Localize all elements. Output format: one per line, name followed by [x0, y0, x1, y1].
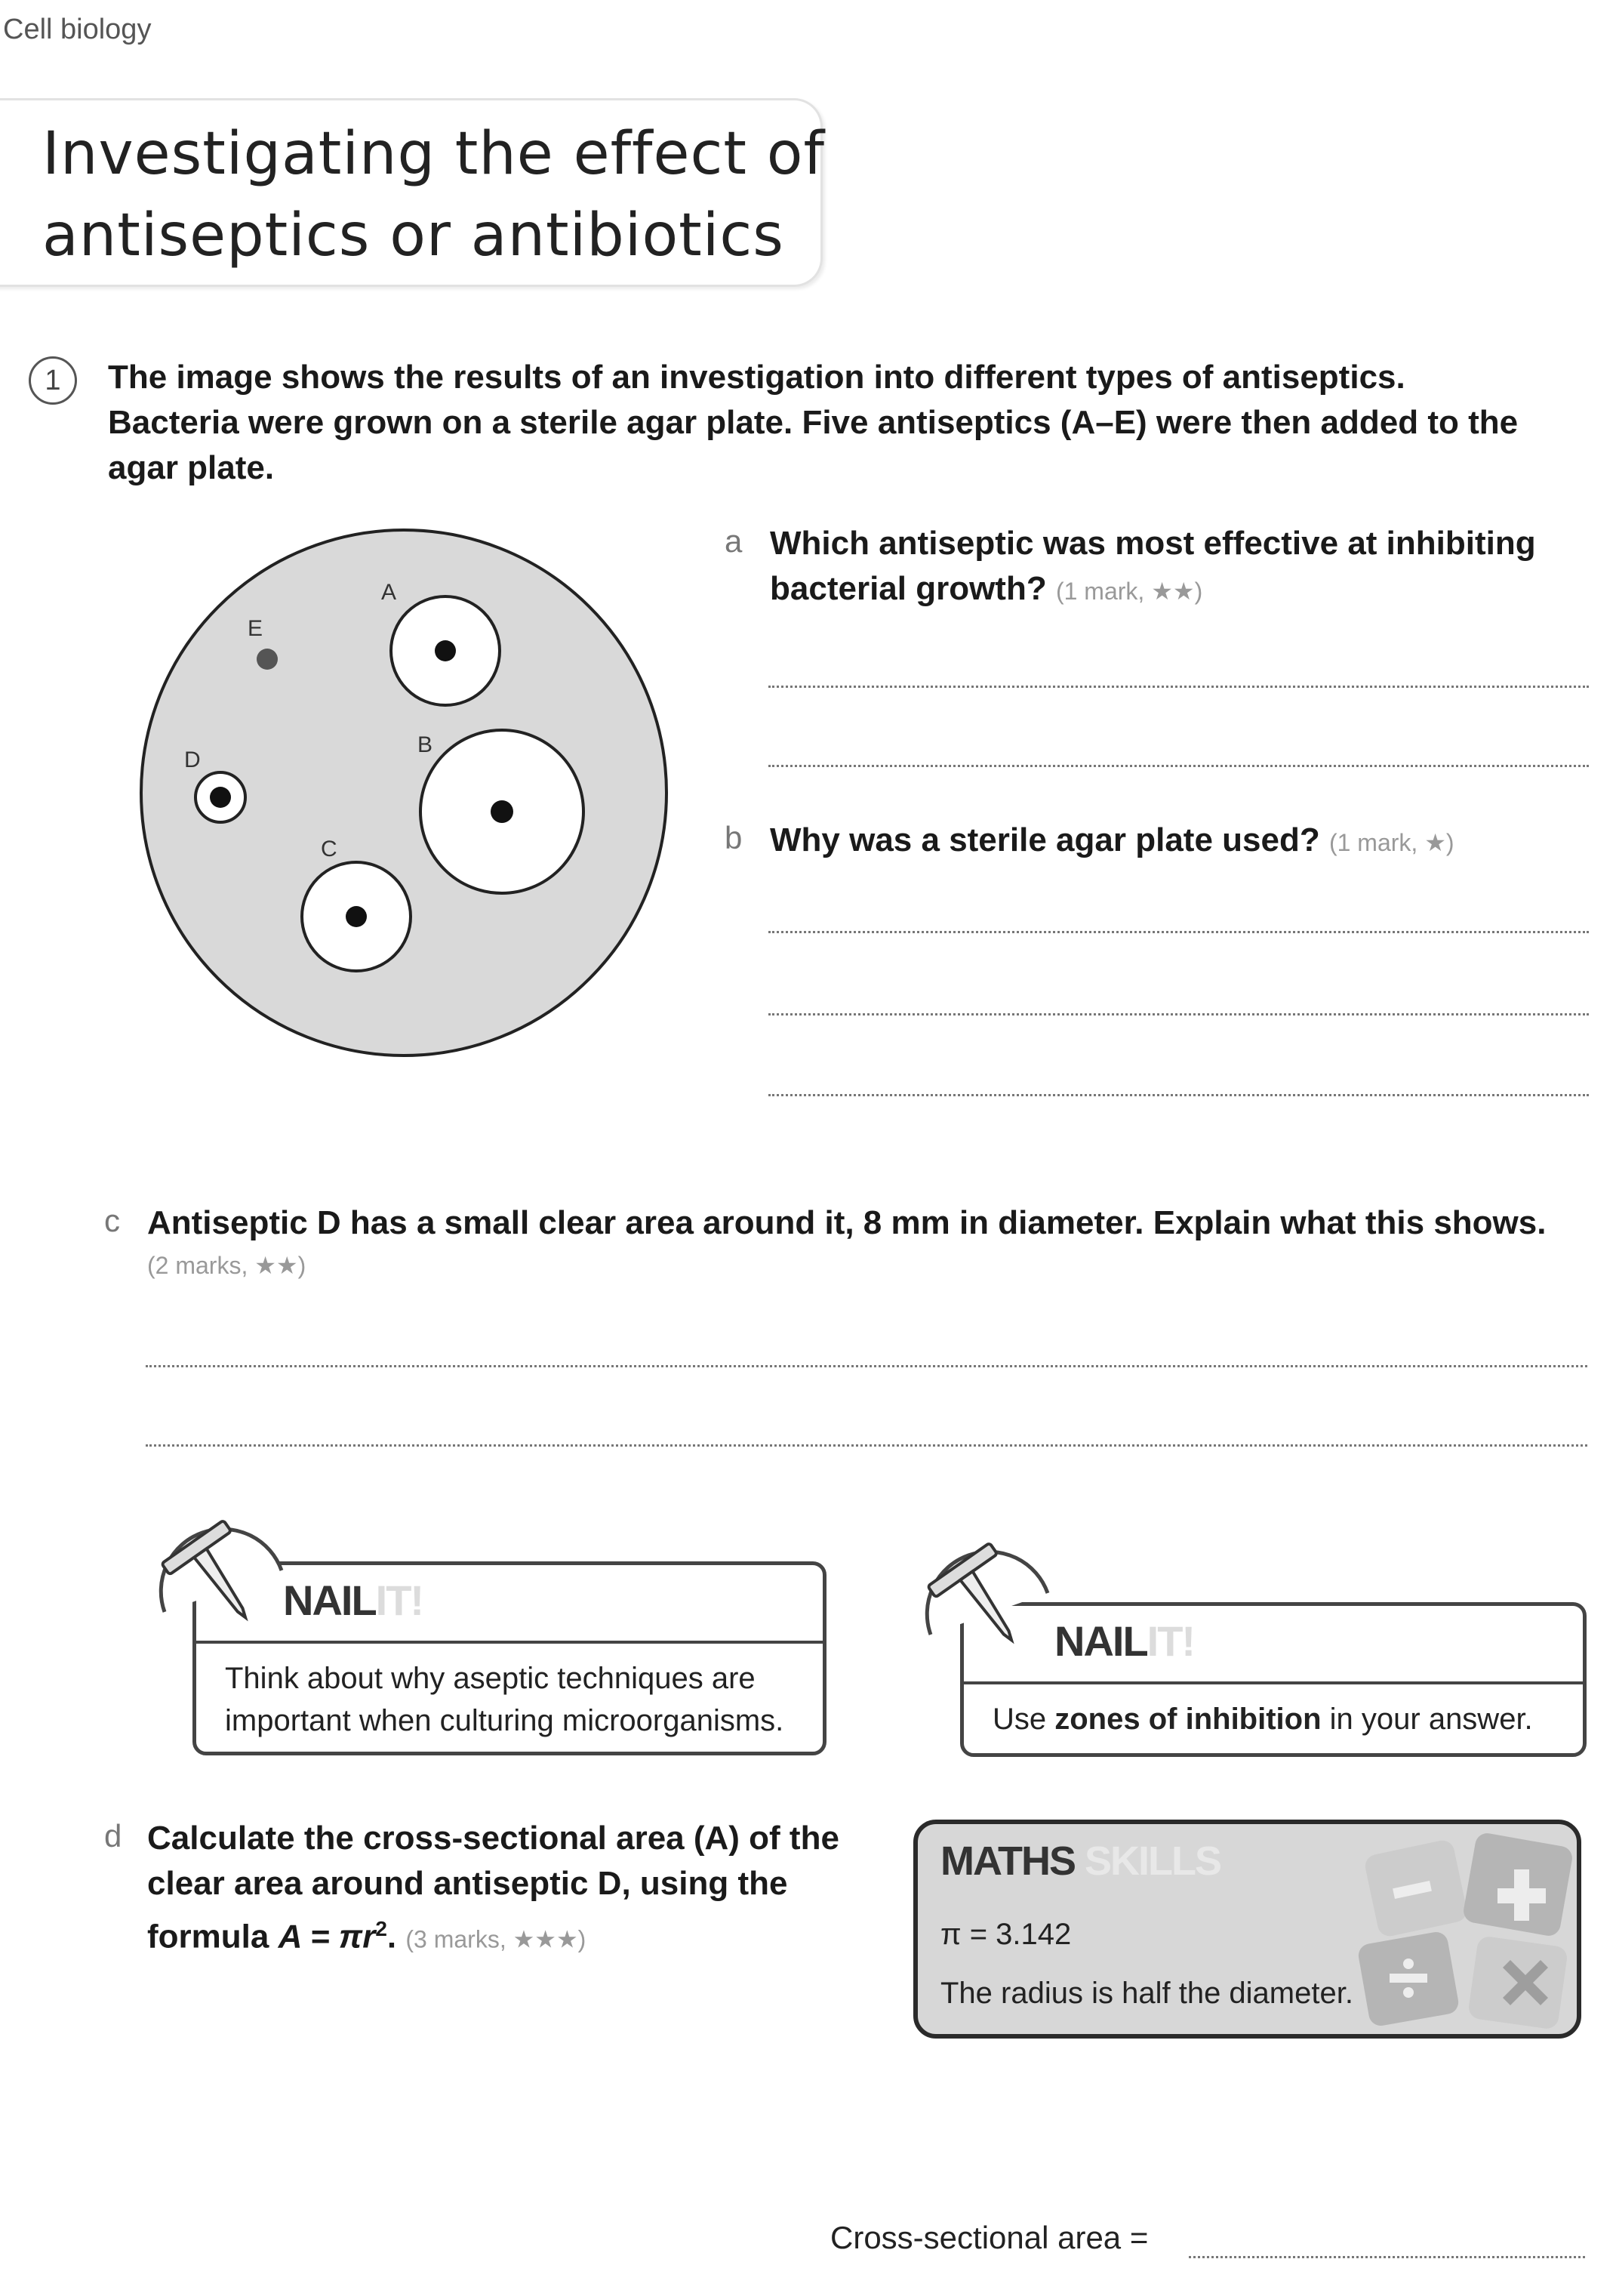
answer-line-c1[interactable]: [146, 1365, 1587, 1367]
maths-skills-title: MATHS SKILLS: [940, 1838, 1221, 1884]
title-line-1: Investigating the effect of: [42, 120, 825, 188]
part-d-question: Calculate the cross-sectional area (A) of the clear area around antiseptic D, using the formula $A = \pi r^2$. (3 marks, ★★★): [147, 1816, 902, 1962]
intro-line-2: Bacteria were grown on a sterile agar plate. Five antiseptics (A–E) were then added to the: [108, 404, 1519, 441]
nail-it-title-1: NAILIT!: [283, 1576, 423, 1624]
disc-c: [346, 906, 367, 927]
nail-it-1-line-1: Think about why aseptic techniques are: [225, 1662, 756, 1695]
nail-icon-2: [916, 1521, 1055, 1661]
part-b-post: agar plate used?: [1046, 821, 1320, 858]
answer-field-area[interactable]: [1189, 2256, 1585, 2258]
label-b: B: [417, 732, 433, 757]
nail-it-body-2: Use zones of inhibition in your answer.: [993, 1703, 1533, 1736]
part-b-pre: Why was a: [770, 821, 950, 858]
part-c-question: Antiseptic D has a small clear area around it, 8 mm in diameter. Explain what this shows.: [147, 1204, 1547, 1241]
maths-skills-box: [913, 1820, 1581, 2039]
part-d-line-1: Calculate the cross-sectional area (A) of the: [147, 1820, 839, 1857]
disc-e: [257, 649, 278, 670]
intro-line-3: agar plate.: [108, 449, 275, 486]
answer-line-b2[interactable]: [768, 1013, 1589, 1015]
answer-line-b1[interactable]: [768, 931, 1589, 933]
intro-line-1: The image shows the results of an investigation into different types of antiseptics.: [108, 359, 1405, 396]
part-a-line-1: Which antiseptic was most effective at inhibiting: [770, 525, 1536, 562]
answer-label: Cross-sectional area =: [830, 2220, 1149, 2255]
agar-plate-diagram: [98, 521, 717, 1065]
question-number: 1: [29, 356, 77, 405]
nail-it-title-2: NAILIT!: [1054, 1617, 1195, 1665]
part-d-formula: A = πr: [278, 1918, 376, 1955]
label-c: C: [321, 837, 337, 861]
part-a-marks: (1 mark, ★★): [1055, 578, 1203, 605]
nail-it-1-line-2: important when culturing microorganisms.: [225, 1704, 784, 1737]
title-line-2: antiseptics or antibiotics: [42, 202, 784, 270]
maths-skills-line-2: The radius is half the diameter.: [940, 1977, 1353, 2010]
part-d-marks: (3 marks, ★★★): [405, 1925, 586, 1953]
answer-line-c2[interactable]: [146, 1444, 1587, 1447]
part-a-line-2: bacterial growth?: [770, 570, 1047, 607]
label-e: E: [248, 616, 263, 641]
part-b-bold: sterile: [949, 821, 1047, 858]
nail-icon: [149, 1499, 289, 1638]
calculator-keys-icon: [1348, 1820, 1581, 2039]
part-a-question: [770, 521, 1600, 614]
nail-it-2-bold: zones of inhibition: [1054, 1703, 1322, 1736]
page-title: [42, 113, 825, 276]
part-b-marks: (1 mark, ★): [1328, 829, 1454, 856]
answer-line-a2[interactable]: [768, 765, 1589, 767]
part-a-letter: a: [725, 523, 743, 559]
part-c-letter: c: [104, 1203, 120, 1238]
label-d: D: [184, 747, 201, 772]
section-tag: Cell biology: [3, 14, 152, 45]
label-a: A: [381, 580, 397, 605]
disc-b: [491, 800, 513, 823]
nail-it-body-1: [225, 1657, 783, 1742]
question-intro: [108, 355, 1602, 491]
disc-d: [210, 787, 231, 808]
part-c-marks: (2 marks, ★★): [147, 1252, 306, 1279]
disc-a: [435, 640, 456, 661]
part-b-question: [770, 818, 1600, 865]
answer-line-b3[interactable]: [768, 1094, 1589, 1096]
maths-skills-line-1: π = 3.142: [940, 1918, 1072, 1951]
answer-line-a1[interactable]: [768, 686, 1589, 688]
part-d-line-2: clear area around antiseptic D, using the: [147, 1865, 788, 1902]
part-d-letter: d: [104, 1818, 122, 1854]
part-b-letter: b: [725, 820, 743, 855]
